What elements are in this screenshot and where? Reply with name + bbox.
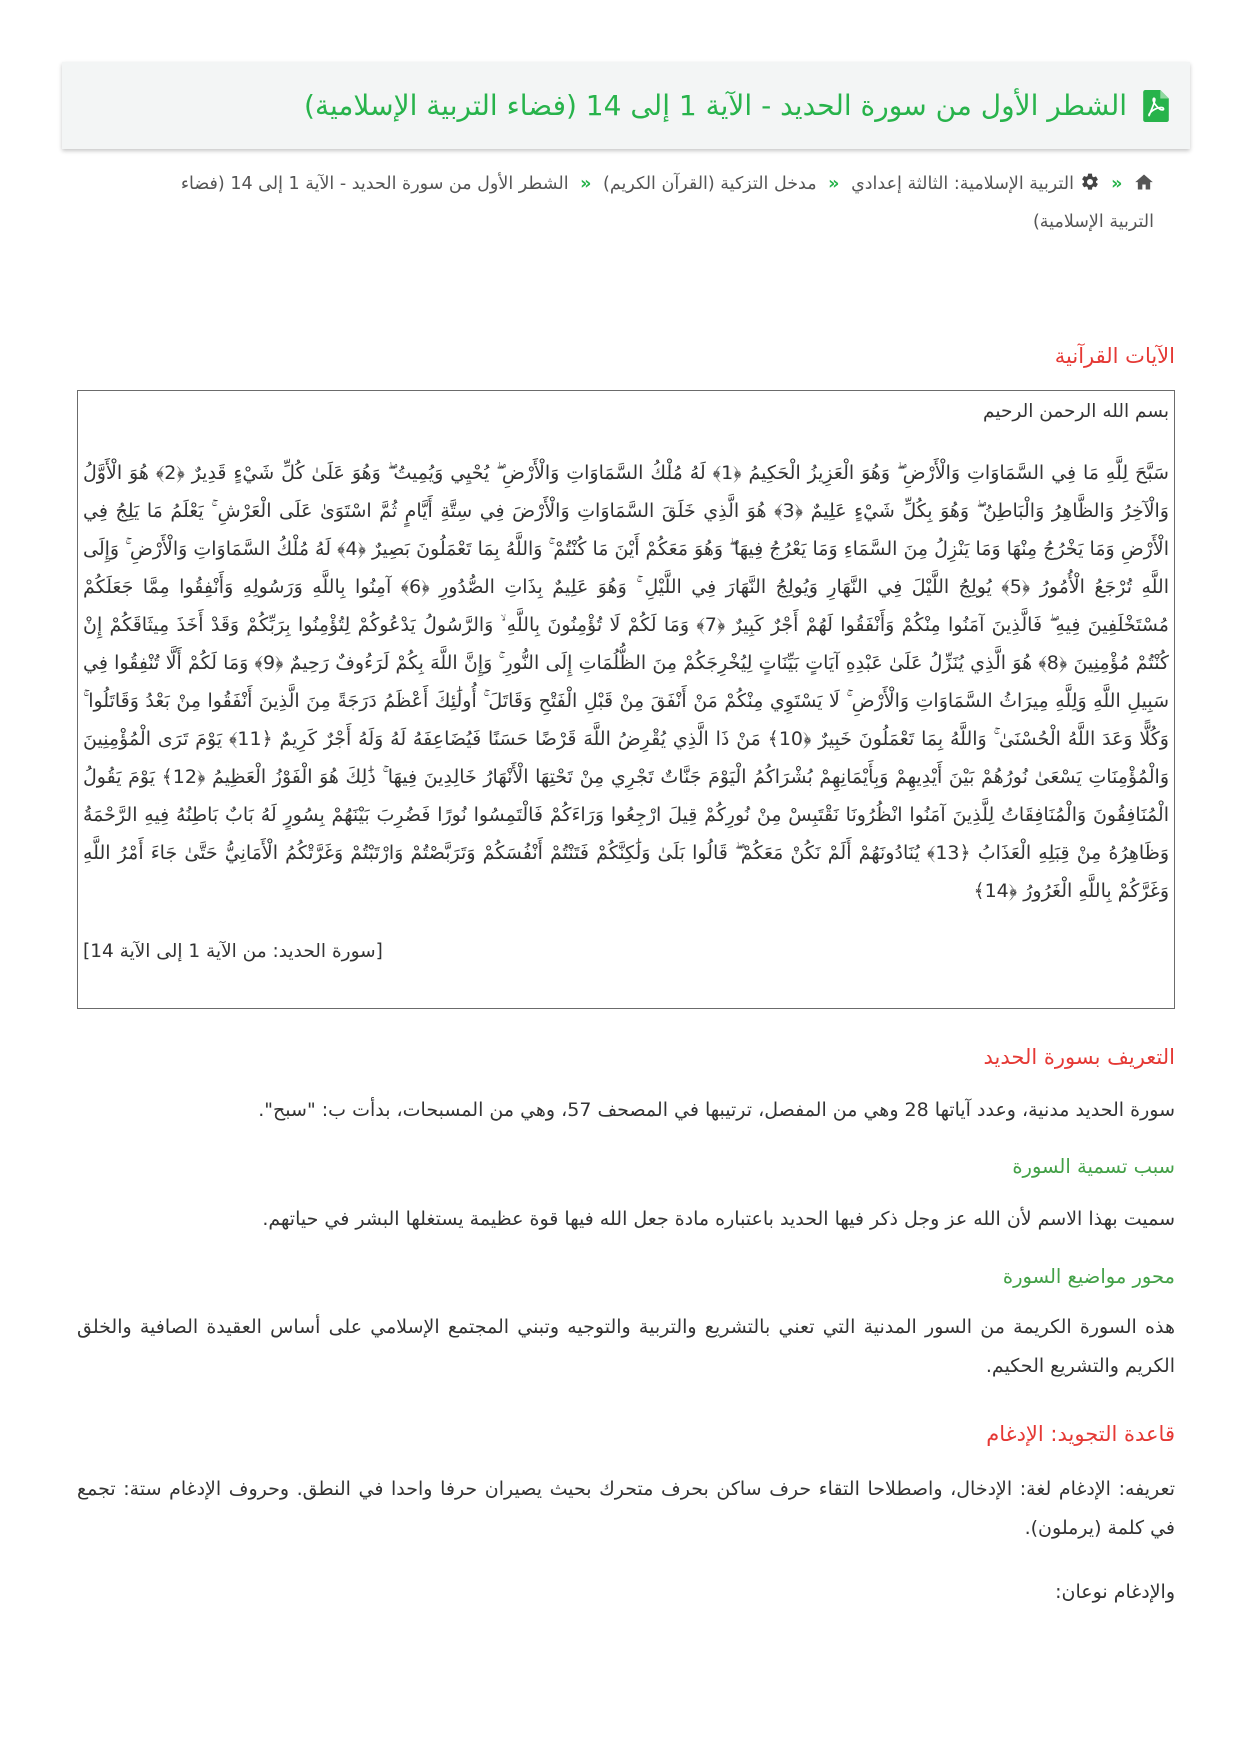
- naming-paragraph: سميت بهذا الاسم لأن الله عز وجل ذكر فيها الحديد باعتباره مادة جعل الله فيها قوة عظيمة يستغلها البشر في حياتهم.: [262, 1208, 1175, 1230]
- breadcrumb: [146, 165, 1154, 241]
- quran-text: [83, 454, 1169, 910]
- quran-verse: هُوَ الْأَوَّلُ وَالْآخِرُ وَالظَّاهِرُ وَالْبَاطِنُ ۖ وَهُوَ بِكُلِّ شَيْءٍ عَلِيمٌ ﴿3﴾: [83, 462, 1169, 522]
- quran-verse: يَوْمَ تَرَى الْمُؤْمِنِينَ وَالْمُؤْمِنَاتِ يَسْعَىٰ نُورُهُمْ بَيْنَ أَيْدِيهِمْ وَبِأَيْمَانِهِمْ بُشْرَاكُمُ الْيَوْمَ جَنَّاتٌ تَجْرِي مِنْ تَحْتِهَا الْأَنْهَارُ خَالِدِينَ فِيهَا ۚ ذَٰلِكَ هُوَ الْفَوْزُ الْعَظِيمُ ﴿12﴾: [83, 728, 1170, 788]
- quran-verse: يَوْمَ يَقُولُ الْمُنَافِقُونَ وَالْمُنَافِقَاتُ لِلَّذِينَ آمَنُوا انْظُرُونَا نَقْتَبِسْ مِنْ نُورِكُمْ قِيلَ ارْجِعُوا وَرَاءَكُمْ فَالْتَمِسُوا نُورًا فَضُرِبَ بَيْنَهُمْ بِسُورٍ لَهُ بَابٌ بَاطِنُهُ فِيهِ الرَّحْمَةُ وَظَاهِرُهُ مِنْ قِبَلِهِ الْعَذَابُ ﴿13﴾: [83, 766, 1170, 864]
- quran-box: [77, 390, 1175, 1009]
- basmala: بسم الله الرحمن الرحيم: [983, 401, 1169, 422]
- breadcrumb-link-unit[interactable]: مدخل التزكية (القرآن الكريم): [603, 174, 817, 194]
- section-heading-quran: الآيات القرآنية: [1054, 344, 1175, 368]
- quran-verse: يُولِجُ اللَّيْلَ فِي النَّهَارِ وَيُولِجُ النَّهَارَ فِي اللَّيْلِ ۚ وَهُوَ عَلِيمٌ بِذَاتِ الصُّدُورِ ﴿6﴾: [400, 576, 992, 598]
- gear-icon: [1080, 172, 1100, 192]
- quran-verse: لَهُ مُلْكُ السَّمَاوَاتِ وَالْأَرْضِ ۚ وَإِلَى اللَّهِ تُرْجَعُ الْأُمُورُ ﴿5﴾: [83, 538, 1169, 598]
- quran-verse: لَهُ مُلْكُ السَّمَاوَاتِ وَالْأَرْضِ ۖ يُحْيِي وَيُمِيتُ ۖ وَهُوَ عَلَىٰ كُلِّ شَيْءٍ قَدِيرٌ ﴿2﴾: [155, 462, 706, 484]
- quran-verse: آمِنُوا بِاللَّهِ وَرَسُولِهِ وَأَنْفِقُوا مِمَّا جَعَلَكُمْ مُسْتَخْلَفِينَ فِيهِ ۖ فَالَّذِينَ آمَنُوا مِنْكُمْ وَأَنْفَقُوا لَهُمْ أَجْرٌ كَبِيرٌ ﴿7﴾: [83, 576, 1169, 636]
- breadcrumb-current: الشطر الأول من سورة الحديد - الآية 1 إلى 14 (فضاء التربية الإسلامية): [180, 174, 1154, 232]
- breadcrumb-separator: »: [1111, 174, 1123, 194]
- breadcrumb-link-category[interactable]: التربية الإسلامية: الثالثة إعدادي: [851, 174, 1074, 194]
- section-heading-intro: التعريف بسورة الحديد: [983, 1045, 1175, 1069]
- section-heading-themes: محور مواضيع السورة: [1002, 1265, 1175, 1288]
- page-header: [62, 62, 1190, 149]
- quran-verse: مَنْ ذَا الَّذِي يُقْرِضُ اللَّهَ قَرْضًا حَسَنًا فَيُضَاعِفَهُ لَهُ وَلَهُ أَجْرٌ كَرِيمٌ ﴿11﴾: [228, 728, 761, 750]
- quran-verse: هُوَ الَّذِي خَلَقَ السَّمَاوَاتِ وَالْأَرْضَ فِي سِتَّةِ أَيَّامٍ ثُمَّ اسْتَوَىٰ عَلَى الْعَرْشِ ۚ يَعْلَمُ مَا يَلِجُ فِي الْأَرْضِ وَمَا يَخْرُجُ مِنْهَا وَمَا يَنْزِلُ مِنَ السَّمَاءِ وَمَا يَعْرُجُ فِيهَا ۖ وَهُوَ مَعَكُمْ أَيْنَ مَا كُنْتُمْ ۚ وَاللَّهُ بِمَا تَعْمَلُونَ بَصِيرٌ ﴿4﴾: [83, 500, 1169, 560]
- quran-verse: سَبَّحَ لِلَّهِ مَا فِي السَّمَاوَاتِ وَالْأَرْضِ ۖ وَهُوَ الْعَزِيزُ الْحَكِيمُ ﴿1﴾: [712, 462, 1169, 484]
- tajweed-paragraph: تعريفه: الإدغام لغة: الإدخال، واصطلاحا التقاء حرف ساكن بحرف متحرك بحيث يصيران حرفا واحدا في النطق. وحروف الإدغام ستة: تجمع في كلمة (يرملون).: [77, 1478, 1175, 1539]
- breadcrumb-separator: »: [828, 174, 840, 194]
- intro-paragraph: سورة الحديد مدنية، وعدد آياتها 28 وهي من المفصل، ترتيبها في المصحف 57، وهي من المسبحات، بدأت ب: "سبح".: [258, 1099, 1175, 1121]
- breadcrumb-separator: »: [580, 174, 592, 194]
- quran-verse: يُنَادُونَهُمْ أَلَمْ نَكُنْ مَعَكُمْ ۖ قَالُوا بَلَىٰ وَلَٰكِنَّكُمْ فَتَنْتُمْ أَنْفُسَكُمْ وَتَرَبَّصْتُمْ وَارْتَبْتُمْ وَغَرَّتْكُمُ الْأَمَانِيُّ حَتَّىٰ جَاءَ أَمْرُ اللَّهِ وَغَرَّكُمْ بِاللَّهِ الْغَرُورُ ﴿14﴾: [83, 842, 1169, 902]
- quran-verse: وَمَا لَكُمْ أَلَّا تُنْفِقُوا فِي سَبِيلِ اللَّهِ وَلِلَّهِ مِيرَاثُ السَّمَاوَاتِ وَالْأَرْضِ ۚ لَا يَسْتَوِي مِنْكُمْ مَنْ أَنْفَقَ مِنْ قَبْلِ الْفَتْحِ وَقَاتَلَ ۚ أُولَٰئِكَ أَعْظَمُ دَرَجَةً مِنَ الَّذِينَ أَنْفَقُوا مِنْ بَعْدُ وَقَاتَلُوا ۚ وَكُلًّا وَعَدَ اللَّهُ الْحُسْنَىٰ ۚ وَاللَّهُ بِمَا تَعْمَلُونَ خَبِيرٌ ﴿10﴾: [83, 652, 1169, 750]
- section-heading-naming: سبب تسمية السورة: [1012, 1155, 1175, 1178]
- section-heading-tajweed: قاعدة التجويد: الإدغام: [986, 1422, 1175, 1446]
- home-icon[interactable]: [1134, 172, 1154, 192]
- quran-verse: هُوَ الَّذِي يُنَزِّلُ عَلَىٰ عَبْدِهِ آيَاتٍ بَيِّنَاتٍ لِيُخْرِجَكُمْ مِنَ الظُّلُمَاتِ إِلَى النُّورِ ۚ وَإِنَّ اللَّهَ بِكُمْ لَرَءُوفٌ رَحِيمٌ ﴿9﴾: [254, 652, 1033, 674]
- quran-verse: وَمَا لَكُمْ لَا تُؤْمِنُونَ بِاللَّهِ ۙ وَالرَّسُولُ يَدْعُوكُمْ لِتُؤْمِنُوا بِرَبِّكُمْ وَقَدْ أَخَذَ مِيثَاقَكُمْ إِنْ كُنْتُمْ مُؤْمِنِينَ ﴿8﴾: [83, 614, 1169, 674]
- tajweed-types-intro: والإدغام نوعان:: [1055, 1581, 1175, 1603]
- pdf-icon[interactable]: [1143, 90, 1169, 122]
- themes-paragraph: هذه السورة الكريمة من السور المدنية التي تعني بالتشريع والتربية والتوجيه وتبني المجتمع الإسلامي على أساس العقيدة الصافية والخلق الكريم والتشريع الحكيم.: [77, 1316, 1175, 1377]
- verse-citation: [سورة الحديد: من الآية 1 إلى الآية 14]: [83, 941, 383, 962]
- article-body: [77, 340, 1175, 1612]
- page-title: الشطر الأول من سورة الحديد - الآية 1 إلى 14 (فضاء التربية الإسلامية): [304, 89, 1127, 122]
